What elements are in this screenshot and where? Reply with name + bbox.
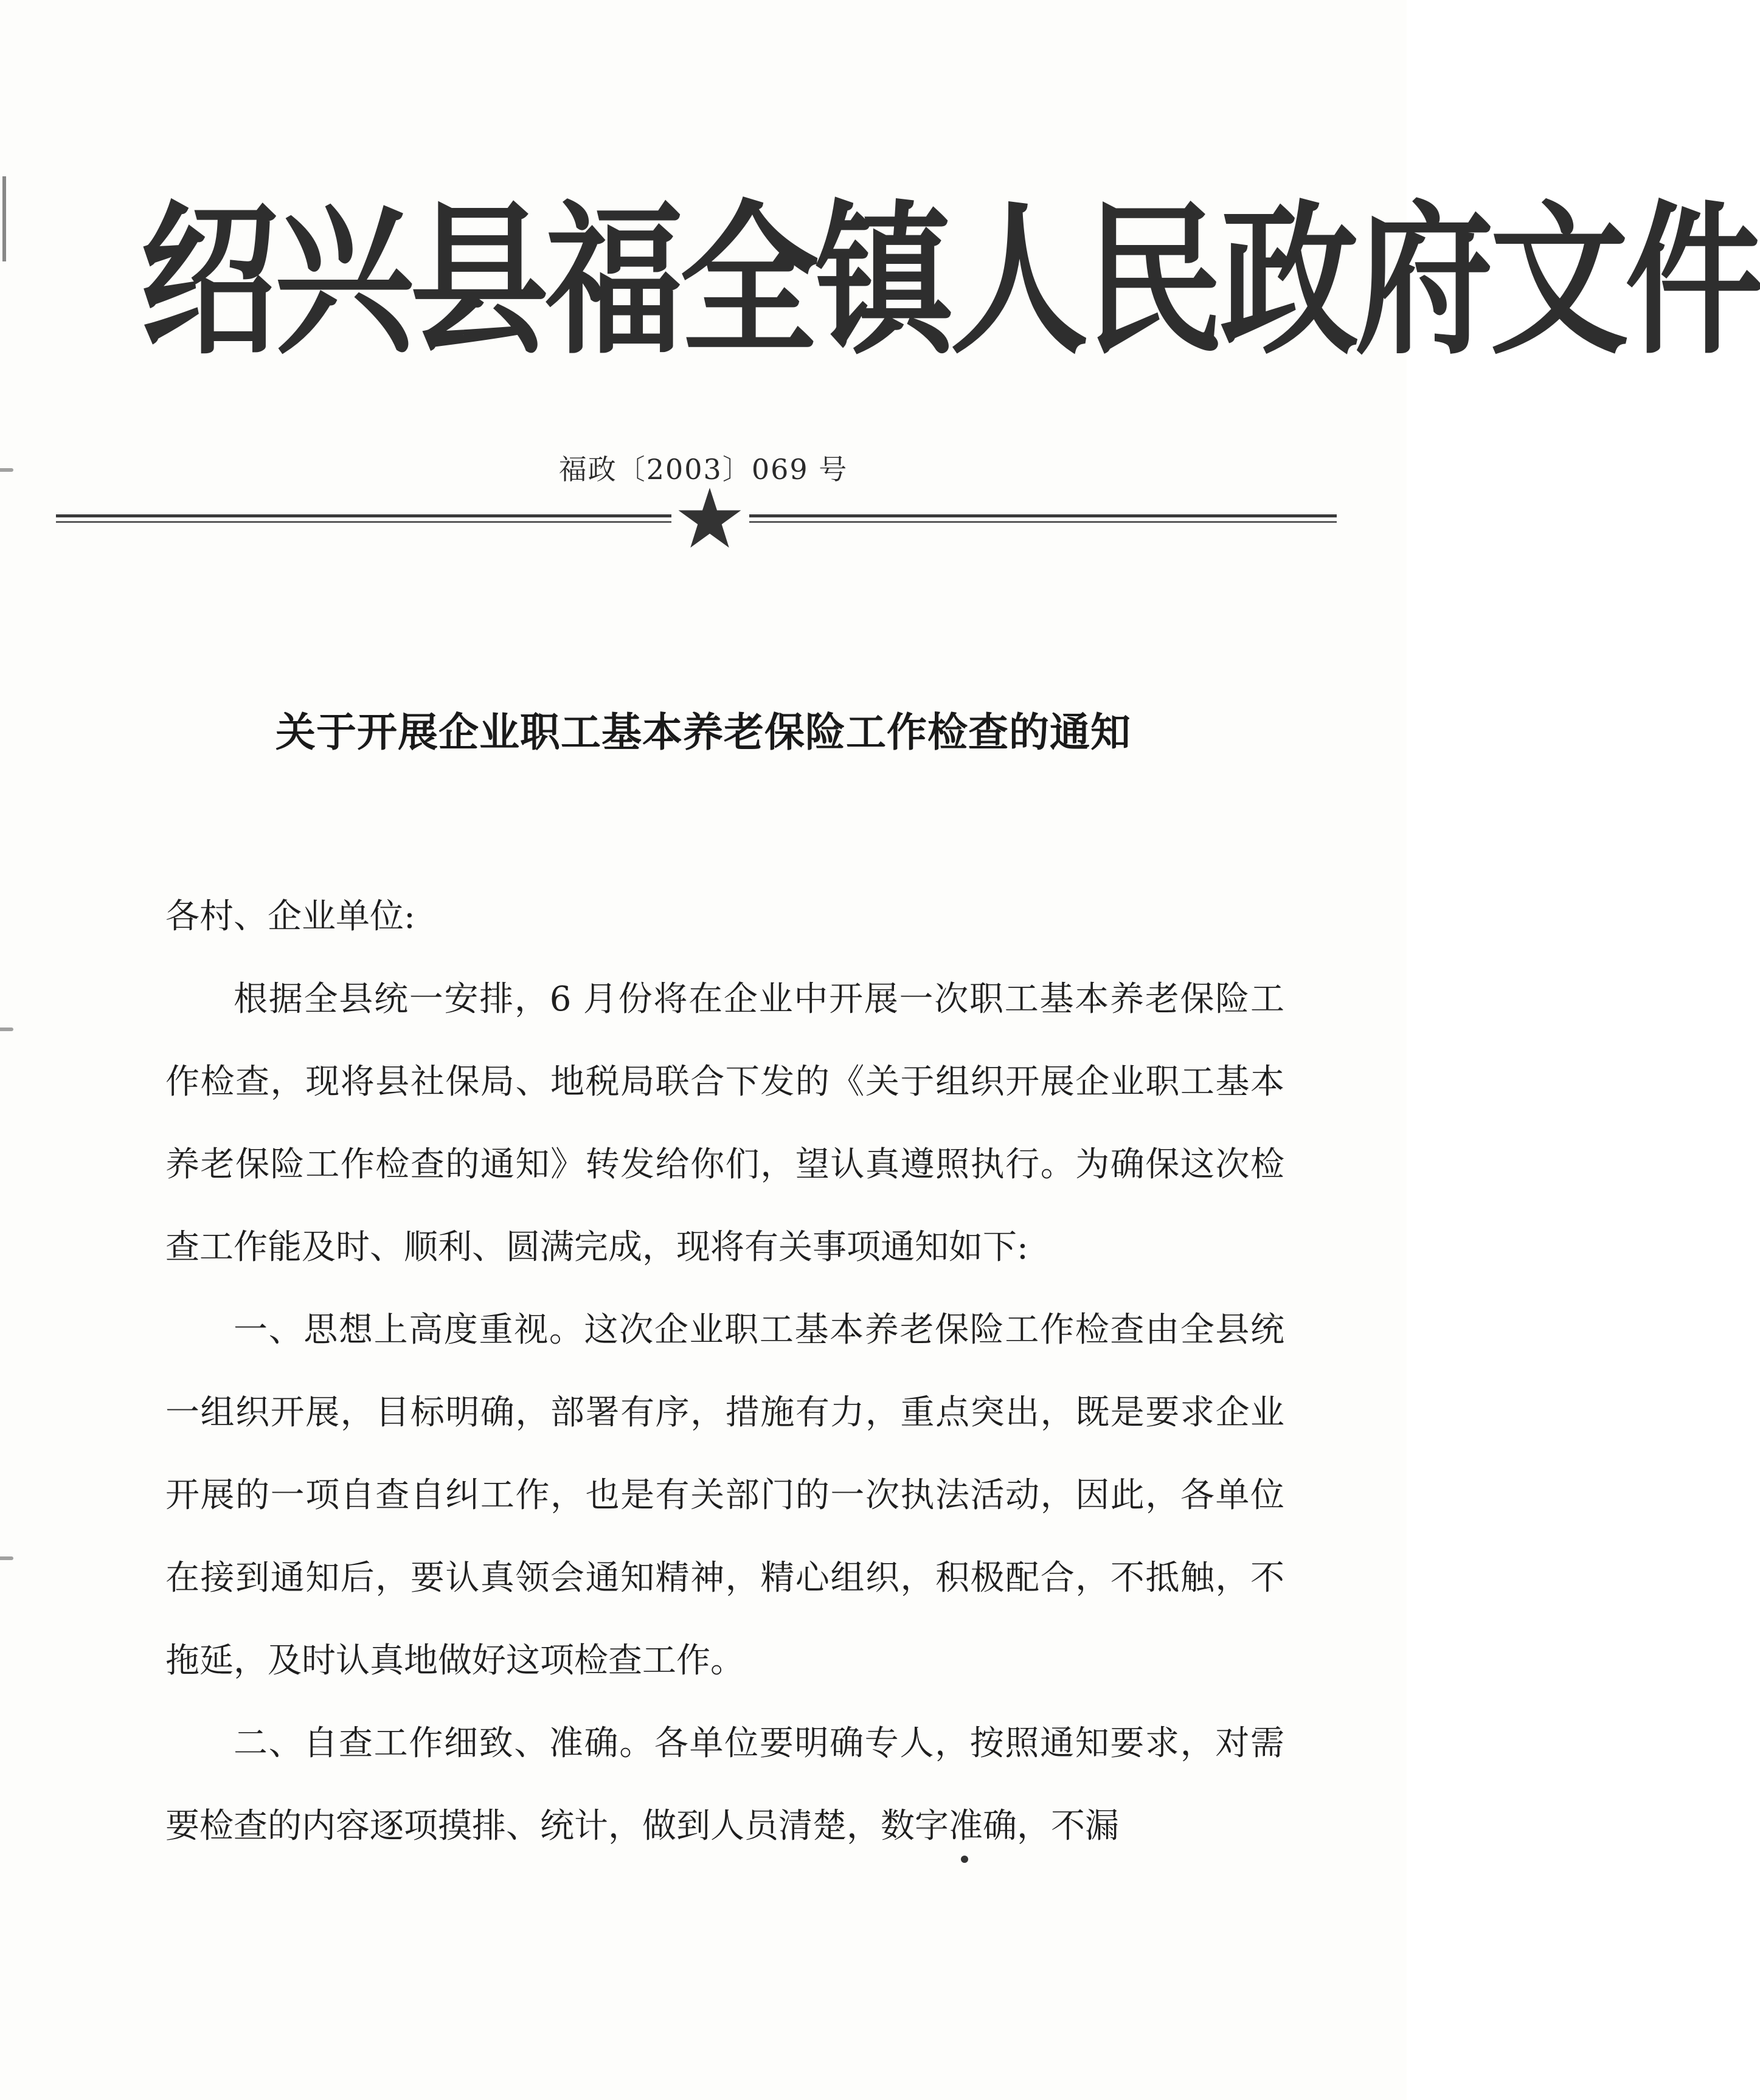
header-rule-left [56, 514, 671, 523]
body-paragraph: 二、自查工作细致、准确。各单位要明确专人，按照通知要求，对需要检查的内容逐项摸排、统计，做到人员清楚，数字准确，不漏 [165, 1724, 1284, 1846]
body-paragraph: 一、思想上高度重视。这次企业职工基本养老保险工作检查由全县统一组织开展，目标明确，部署有序，措施有力，重点突出，既是要求企业开展的一项自查自纠工作，也是有关部门的一次执法活动，因此，各单位在接到通知后，要认真领会通知精神，精心组织，积极配合，不抵触，不拖延，及时认真地做好这项检查工作。 [165, 1310, 1284, 1680]
star-icon [676, 486, 743, 550]
agency-header-title: 绍兴县福全镇人民政府文件 [140, 184, 1760, 377]
scan-edge-mark [0, 1028, 13, 1031]
notice-title: 关于开展企业职工基本养老保险工作检查的通知 [275, 709, 1131, 756]
scan-edge-mark [0, 1556, 13, 1560]
notice-body [165, 876, 1284, 1868]
header-rule-right [749, 514, 1337, 523]
salutation: 各村、企业单位: [165, 897, 415, 936]
body-paragraph: 根据全县统一安排，6 月份将在企业中开展一次职工基本养老保险工作检查，现将县社保局、地税局联合下发的《关于组织开展企业职工基本养老保险工作检查的通知》转发给你们，望认真遵照执行。为确保这次检查工作能及时、顺利、圆满完成，现将有关事项通知如下: [165, 979, 1284, 1267]
scan-edge-bar [2, 176, 6, 261]
scan-speck [961, 1856, 968, 1863]
document-number: 福政〔2003〕069 号 [558, 453, 848, 486]
